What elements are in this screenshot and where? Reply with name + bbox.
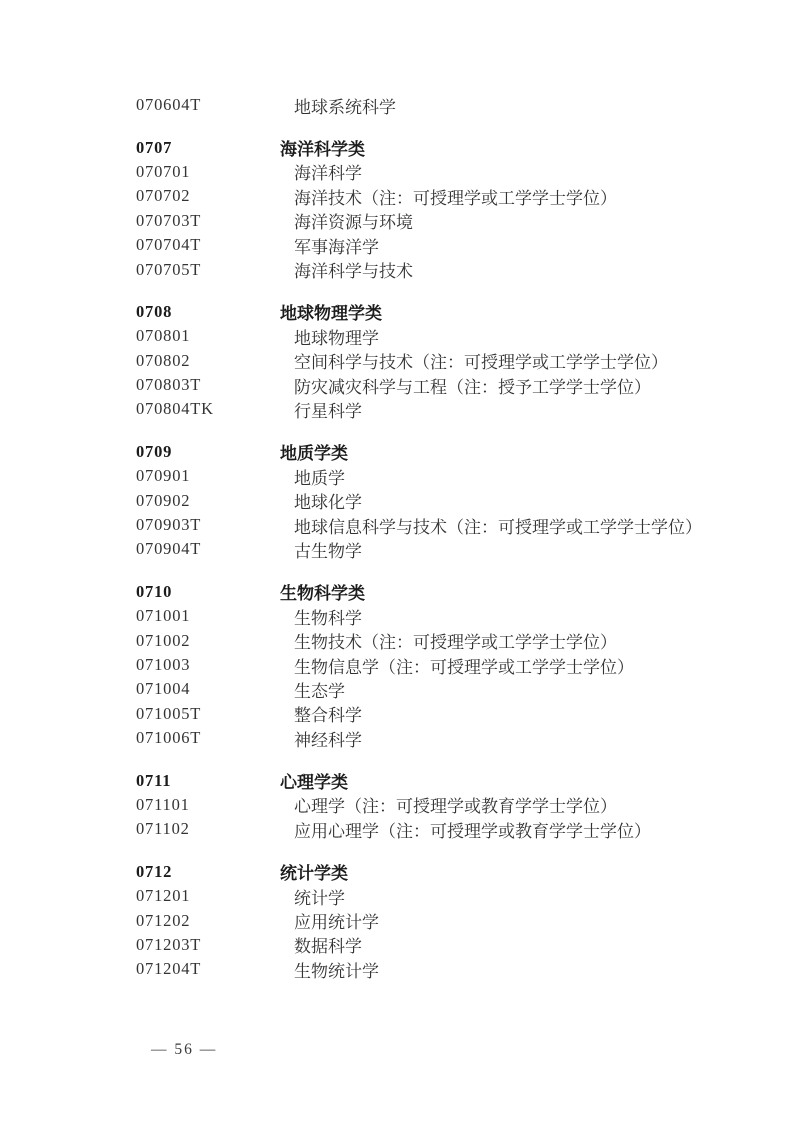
major-name: 地球化学 [294, 493, 362, 513]
major-code: 071102 [136, 819, 190, 839]
table-row [136, 604, 763, 628]
table-row [136, 537, 763, 561]
major-code: 071005T [136, 703, 202, 723]
table-row [136, 628, 763, 652]
major-code: 071201 [136, 886, 191, 906]
major-name: 数据科学 [294, 937, 362, 957]
major-category-section [136, 440, 763, 562]
major-code: 070901 [136, 466, 191, 486]
table-row [136, 209, 763, 233]
section-header-row [136, 768, 763, 792]
major-name: 空间科学与技术（注：可授理学或工学学士学位） [294, 353, 668, 373]
major-name: 整合科学 [294, 706, 362, 726]
major-category-name: 生物科学类 [280, 584, 365, 604]
section-header-row [136, 860, 763, 884]
table-row [136, 397, 763, 421]
table-row [136, 373, 763, 397]
major-code: 071204T [136, 959, 202, 979]
major-code: 071002 [136, 630, 191, 650]
section-header-row [136, 580, 763, 604]
major-code: 070701 [136, 161, 191, 181]
major-name: 古生物学 [294, 541, 362, 561]
table-row [136, 653, 763, 677]
major-code: 0707 [136, 137, 173, 157]
table-row [136, 957, 763, 981]
major-name: 海洋技术（注：可授理学或工学学士学位） [294, 188, 617, 208]
major-code: 0712 [136, 861, 173, 881]
major-name: 防灾减灾科学与工程（注：授予工学学士学位） [294, 377, 651, 397]
major-category-name: 统计学类 [280, 864, 348, 884]
major-code: 0709 [136, 441, 173, 461]
major-code: 071006T [136, 728, 202, 748]
major-code: 0708 [136, 301, 173, 321]
major-code: 070903T [136, 515, 202, 535]
major-code: 0710 [136, 581, 173, 601]
major-code: 070705T [136, 259, 202, 279]
major-code: 070804TK [136, 399, 214, 419]
major-name: 应用心理学（注：可授理学或教育学学士学位） [294, 821, 651, 841]
major-category-name: 海洋科学类 [280, 140, 365, 160]
table-row [136, 933, 763, 957]
major-name: 生物信息学（注：可授理学或工学学士学位） [294, 657, 634, 677]
major-code: 0711 [136, 770, 172, 790]
major-category-section [136, 300, 763, 422]
table-row [136, 349, 763, 373]
major-code: 070803T [136, 375, 202, 395]
major-name: 行星科学 [294, 402, 362, 421]
major-code: 070702 [136, 186, 191, 206]
major-category-section [136, 860, 763, 982]
major-code: 071203T [136, 934, 202, 954]
major-name: 地球系统科学 [294, 97, 396, 117]
section-header-row [136, 300, 763, 324]
major-code: 070704T [136, 235, 202, 255]
major-category-name: 心理学类 [280, 773, 348, 793]
table-row [136, 817, 763, 841]
major-code: 070604T [136, 95, 202, 115]
table-row [136, 726, 763, 750]
major-name: 生物技术（注：可授理学或工学学士学位） [294, 633, 617, 653]
table-row [136, 513, 763, 537]
major-name: 地球信息科学与技术（注：可授理学或工学学士学位） [294, 517, 702, 537]
major-name: 地球物理学 [294, 328, 379, 348]
table-row [136, 908, 763, 932]
major-code: 070703T [136, 210, 202, 230]
major-name: 地质学 [294, 468, 345, 488]
table-row [136, 464, 763, 488]
major-name: 生态学 [294, 681, 345, 701]
table-row [136, 93, 763, 117]
major-category-section [136, 768, 763, 841]
major-category-name: 地质学类 [280, 444, 348, 464]
major-name: 应用统计学 [294, 913, 379, 933]
major-name: 神经科学 [294, 730, 362, 750]
major-category-section [136, 580, 763, 751]
major-code: 070904T [136, 539, 202, 559]
major-code-catalog [136, 93, 763, 982]
leading-items-block [136, 93, 763, 117]
major-category-name: 地球物理学类 [280, 304, 382, 324]
table-row [136, 793, 763, 817]
major-name: 生物统计学 [294, 961, 379, 981]
major-name: 海洋资源与环境 [294, 213, 413, 233]
major-code: 071101 [136, 794, 190, 814]
major-code: 071004 [136, 679, 191, 699]
major-name: 生物科学 [294, 608, 362, 628]
table-row [136, 488, 763, 512]
table-row [136, 257, 763, 281]
table-row [136, 160, 763, 184]
major-code: 070801 [136, 326, 191, 346]
major-name: 海洋科学与技术 [294, 262, 413, 282]
page-number: — 56 — [151, 1041, 218, 1058]
major-name: 军事海洋学 [294, 237, 379, 257]
major-name: 心理学（注：可授理学或教育学学士学位） [294, 797, 617, 817]
table-row [136, 702, 763, 726]
major-code: 071001 [136, 606, 191, 626]
table-row [136, 324, 763, 348]
major-name: 统计学 [294, 888, 345, 908]
table-row [136, 233, 763, 257]
major-name: 海洋科学 [294, 164, 362, 184]
major-code: 071003 [136, 655, 191, 674]
major-code: 071202 [136, 910, 191, 930]
major-code: 070802 [136, 350, 191, 370]
major-code: 070902 [136, 490, 191, 510]
section-header-row [136, 135, 763, 159]
major-category-section [136, 135, 763, 281]
table-row [136, 184, 763, 208]
section-header-row [136, 440, 763, 464]
table-row [136, 884, 763, 908]
table-row [136, 677, 763, 701]
